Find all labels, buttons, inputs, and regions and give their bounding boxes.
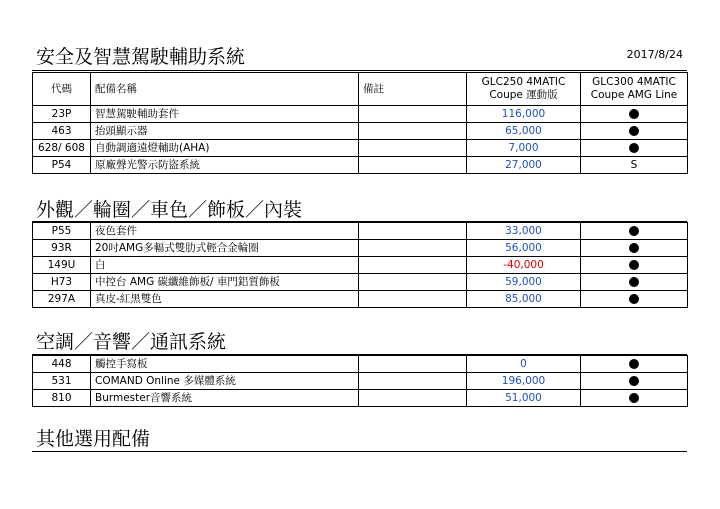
option-code: 463 xyxy=(33,123,91,140)
availability-mark xyxy=(581,373,688,390)
option-name: 觸控手寫板 xyxy=(91,356,359,373)
option-price: 51,000 xyxy=(467,390,581,407)
option-name: COMAND Online 多媒體系統 xyxy=(91,373,359,390)
option-name: Burmester音響系統 xyxy=(91,390,359,407)
option-note xyxy=(359,106,467,123)
option-note xyxy=(359,257,467,274)
option-code: 297A xyxy=(33,291,91,308)
option-note xyxy=(359,123,467,140)
table-row xyxy=(33,274,688,291)
option-note xyxy=(359,240,467,257)
table-body xyxy=(33,223,688,308)
filled-circle-icon xyxy=(629,277,639,287)
header-code: 代碼 xyxy=(33,73,91,106)
option-code: P54 xyxy=(33,157,91,174)
options-table-audio xyxy=(32,355,688,407)
filled-circle-icon xyxy=(629,393,639,403)
option-price: 116,000 xyxy=(467,106,581,123)
filled-circle-icon xyxy=(629,359,639,369)
filled-circle-icon xyxy=(629,376,639,386)
filled-circle-icon xyxy=(629,260,639,270)
availability-mark xyxy=(581,157,688,174)
header-model-glc300 xyxy=(581,73,688,106)
option-code: 448 xyxy=(33,356,91,373)
option-note xyxy=(359,373,467,390)
availability-mark xyxy=(581,356,688,373)
option-name: 中控台 AMG 碳纖維飾板/ 車門鋁質飾板 xyxy=(91,274,359,291)
table-body xyxy=(33,106,688,174)
filled-circle-icon xyxy=(629,143,639,153)
option-code: P55 xyxy=(33,223,91,240)
filled-circle-icon xyxy=(629,243,639,253)
option-code: 531 xyxy=(33,373,91,390)
filled-circle-icon xyxy=(629,126,639,136)
header-model-glc300-line2: Coupe AMG Line xyxy=(590,89,678,101)
table-row xyxy=(33,140,688,157)
table-row xyxy=(33,373,688,390)
option-price: 33,000 xyxy=(467,223,581,240)
table-header-row xyxy=(33,73,688,106)
option-price: 7,000 xyxy=(467,140,581,157)
date: 2017/8/24 xyxy=(626,48,683,61)
filled-circle-icon xyxy=(629,109,639,119)
option-price: 27,000 xyxy=(467,157,581,174)
standard-label: S xyxy=(630,158,638,171)
header-model-glc250-line2: Coupe 運動版 xyxy=(489,89,558,101)
table-body xyxy=(33,356,688,407)
option-price: 65,000 xyxy=(467,123,581,140)
option-name: 白 xyxy=(91,257,359,274)
header-name: 配備名稱 xyxy=(91,73,359,106)
option-name: 真皮-紅黑雙色 xyxy=(91,291,359,308)
option-note xyxy=(359,356,467,373)
table-row xyxy=(33,257,688,274)
section-title: 外觀／輪圈／車色／飾板／內裝 xyxy=(36,199,303,221)
option-code: 149U xyxy=(33,257,91,274)
options-table-safety xyxy=(32,72,688,174)
table-row xyxy=(33,291,688,308)
option-name: 夜色套件 xyxy=(91,223,359,240)
option-note xyxy=(359,390,467,407)
section-divider xyxy=(32,451,687,452)
availability-mark xyxy=(581,274,688,291)
option-price: 196,000 xyxy=(467,373,581,390)
availability-mark xyxy=(581,240,688,257)
table-row xyxy=(33,123,688,140)
option-note xyxy=(359,223,467,240)
option-price: 85,000 xyxy=(467,291,581,308)
header-model-glc300-line1: GLC300 4MATIC xyxy=(592,76,676,88)
section-title: 安全及智慧駕駛輔助系統 xyxy=(36,46,246,68)
option-price: 56,000 xyxy=(467,240,581,257)
option-code: 628/ 608 xyxy=(33,140,91,157)
option-price: 0 xyxy=(467,356,581,373)
header-note: 備註 xyxy=(359,73,467,106)
option-code: H73 xyxy=(33,274,91,291)
options-table-exterior xyxy=(32,222,688,308)
section-title: 空調／音響／通訊系統 xyxy=(36,331,227,353)
filled-circle-icon xyxy=(629,294,639,304)
option-note xyxy=(359,274,467,291)
availability-mark xyxy=(581,106,688,123)
table-row xyxy=(33,356,688,373)
availability-mark xyxy=(581,390,688,407)
option-note xyxy=(359,157,467,174)
availability-mark xyxy=(581,257,688,274)
table-row xyxy=(33,390,688,407)
filled-circle-icon xyxy=(629,226,639,236)
header-model-glc250-line1: GLC250 4MATIC xyxy=(481,76,566,88)
option-name: 自動調適遠燈輔助(AHA) xyxy=(91,140,359,157)
section-title: 其他選用配備 xyxy=(36,428,151,450)
table-row xyxy=(33,223,688,240)
option-name: 智慧駕駛輔助套件 xyxy=(91,106,359,123)
option-note xyxy=(359,291,467,308)
table-row xyxy=(33,157,688,174)
option-name: 抬頭顯示器 xyxy=(91,123,359,140)
table-row xyxy=(33,240,688,257)
section-divider xyxy=(32,70,687,71)
option-name: 原廠聲光警示防盜系統 xyxy=(91,157,359,174)
availability-mark xyxy=(581,223,688,240)
availability-mark xyxy=(581,140,688,157)
option-price: 59,000 xyxy=(467,274,581,291)
option-code: 23P xyxy=(33,106,91,123)
header-model-glc250 xyxy=(467,73,581,106)
availability-mark xyxy=(581,123,688,140)
option-name: 20吋AMG多輻式雙肋式輕合金輪圈 xyxy=(91,240,359,257)
availability-mark xyxy=(581,291,688,308)
option-note xyxy=(359,140,467,157)
table-row xyxy=(33,106,688,123)
option-code: 810 xyxy=(33,390,91,407)
option-price: -40,000 xyxy=(467,257,581,274)
option-code: 93R xyxy=(33,240,91,257)
